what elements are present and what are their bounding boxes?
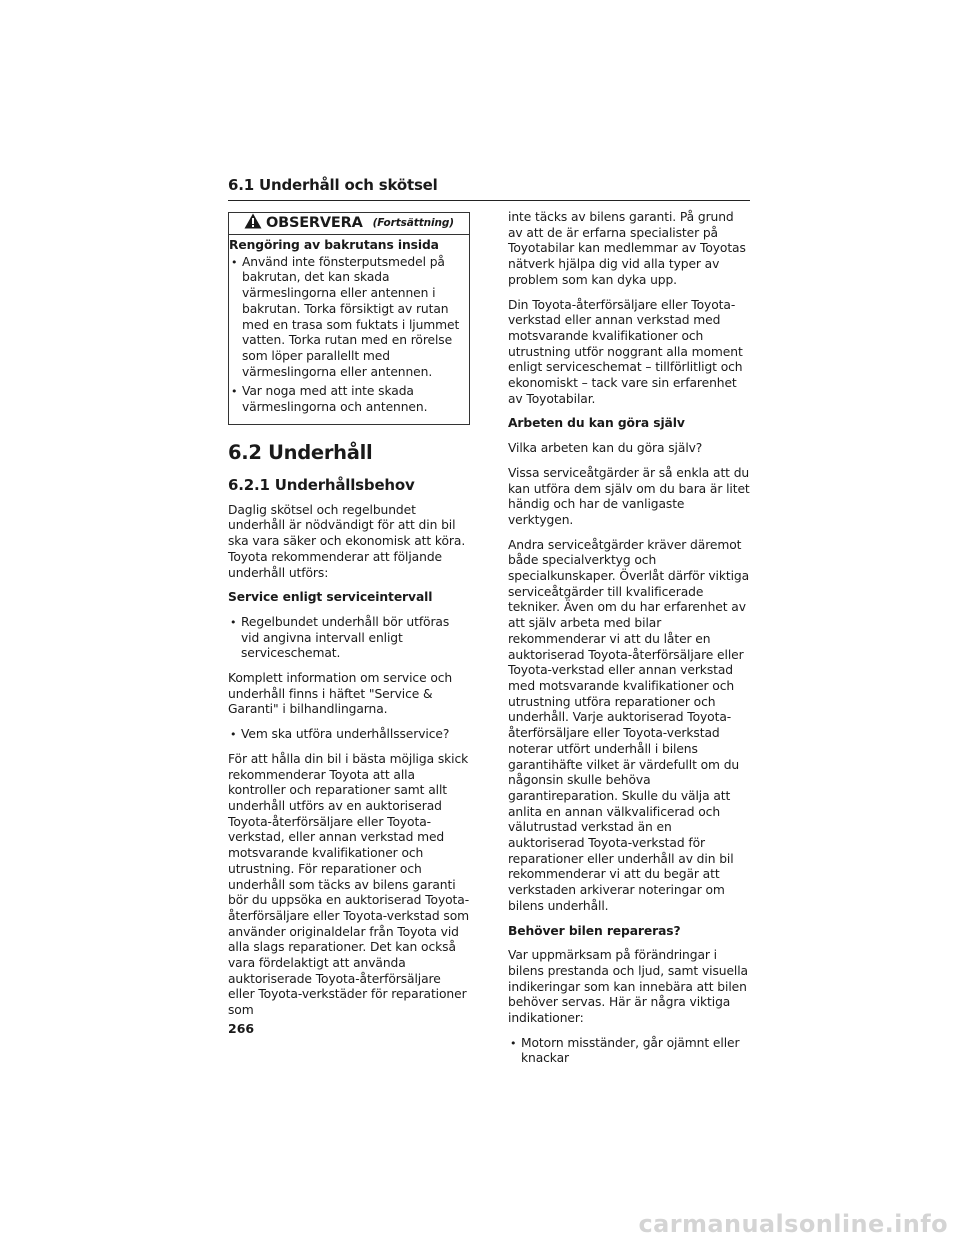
notice-list xyxy=(229,255,465,416)
paragraph: Daglig skötsel och regelbundet underhåll är nödvändigt för att din bil ska vara säker och ekonomisk att köra. Toyota rekommenderar att följande underhåll utförs: xyxy=(228,502,466,580)
left-column xyxy=(228,212,470,1028)
bullet-list xyxy=(228,615,470,662)
paragraph: Andra serviceåtgärder kräver däremot både specialverktyg och specialkunskaper. Överlåt därför viktiga serviceåtgärder till kvalificerade tekniker. Även om du har erfarenhet av att själv arbeta med bilar rekommenderar vi att du låter en auktoriserad Toyota-återförsäljare eller Toyota-verkstad eller annan verkstad med motsvarande kvalifikationer och utrustning utföra reparationer och underhåll. Varje auktoriserad Toyota-återförsäljare eller Toyota-verkstad noterar utfört underhåll i bilens garantihäfte vilket är värdefullt om du någonsin skulle behöva garantireparation. Skulle du välja att anlita en annan välkvalificerad och välutrustad verkstad än en auktoriserad Toyota-verkstad för reparationer eller underhåll av din bil rekommenderar vi att du begär att verkstaden arkiverar noteringar om bilens underhåll. xyxy=(508,537,750,913)
notice-bullet: • Använd inte fönsterputsmedel på bakrutan, det kan skada värmeslingorna eller antennen i bakrutan. Torka försiktigt av rutan med en trasa som fuktats i ljummet vatten. Torka rutan med en rörelse som löper parallellt med värmeslingorna eller antennen. xyxy=(229,255,465,381)
right-column xyxy=(508,210,751,1076)
paragraph: Vilka arbeten kan du göra själv? xyxy=(508,441,703,456)
subsection-heading: 6.2.1 Underhållsbehov xyxy=(228,475,415,494)
list-item: • Motorn misständer, går ojämnt eller knackar xyxy=(508,1036,751,1067)
paragraph: Din Toyota-återförsäljare eller Toyota-verkstad eller annan verkstad med motsvarande kvalifikationer och utrustning utför noggrant alla moment enligt serviceschemat – tillförlitligt och ekonomiskt – tack vare sin erfarenhet av Toyotabilar. xyxy=(508,297,743,406)
warning-icon xyxy=(244,213,262,234)
section-heading: 6.2 Underhåll xyxy=(228,440,373,464)
notice-continued: (Fortsättning) xyxy=(372,216,454,229)
notice-title: Rengöring av bakrutans insida xyxy=(229,238,439,252)
notice-bullet: • Var noga med att inte skada värmeslingorna och antennen. xyxy=(229,384,465,415)
paragraph: Vissa serviceåtgärder är så enkla att du kan utföra dem själv om du bara är litet händig och har de vanligaste verktygen. xyxy=(508,465,750,527)
paragraph: Komplett information om service och underhåll finns i häftet "Service & Garanti" i bilhandlingarna. xyxy=(228,671,453,717)
bullet-list xyxy=(228,727,470,743)
paragraph: För att hålla din bil i bästa möjliga skick rekommenderar Toyota att alla kontroller och reparationer samt allt underhåll utförs av en auktoriserad Toyota-återförsäljare eller Toyota-verkstad, eller annan verkstad med motsvarande kvalifikationer och utrustning. För reparationer och underhåll som täcks av bilens garanti bör du uppsöka en auktoriserad Toyota-återförsäljare eller Toyota-verkstad som använder originaldelar från Toyota vid alla slags reparationer. Det kan också vara fördelaktigt att använda auktoriserade Toyota-återförsäljare eller Toyota-verkstäder för reparationer som xyxy=(228,751,470,1018)
paragraph: inte täcks av bilens garanti. På grund av att de är erfarna specialister på Toyotabilar kan medlemmar av Toyotas nätverk hjälpa dig vid alla typer av problem som kan dyka upp. xyxy=(508,210,746,287)
bullet-list xyxy=(508,1036,751,1067)
page-number: 266 xyxy=(228,1021,255,1036)
section-title: 6.1 Underhåll och skötsel xyxy=(228,176,438,194)
paragraph: Var uppmärksam på förändringar i bilens prestanda och ljud, samt visuella indikeringar som kan innebära att bilen behöver servas. Här är några viktiga indikationer: xyxy=(508,948,748,1026)
watermark: carmanualsonline.info xyxy=(638,1210,948,1238)
paragraph-heading: Arbeten du kan göra själv xyxy=(508,416,685,431)
list-item: • Regelbundet underhåll bör utföras vid angivna intervall enligt serviceschemat. xyxy=(228,615,470,662)
notice-body xyxy=(229,235,469,424)
notice-word: OBSERVERA xyxy=(265,214,363,231)
notice-box xyxy=(228,212,470,425)
paragraph-heading: Service enligt serviceintervall xyxy=(228,590,433,605)
paragraph-heading: Behöver bilen repareras? xyxy=(508,923,681,938)
notice-header xyxy=(229,213,469,235)
page-header xyxy=(228,176,750,201)
list-item: • Vem ska utföra underhållsservice? xyxy=(228,727,470,743)
